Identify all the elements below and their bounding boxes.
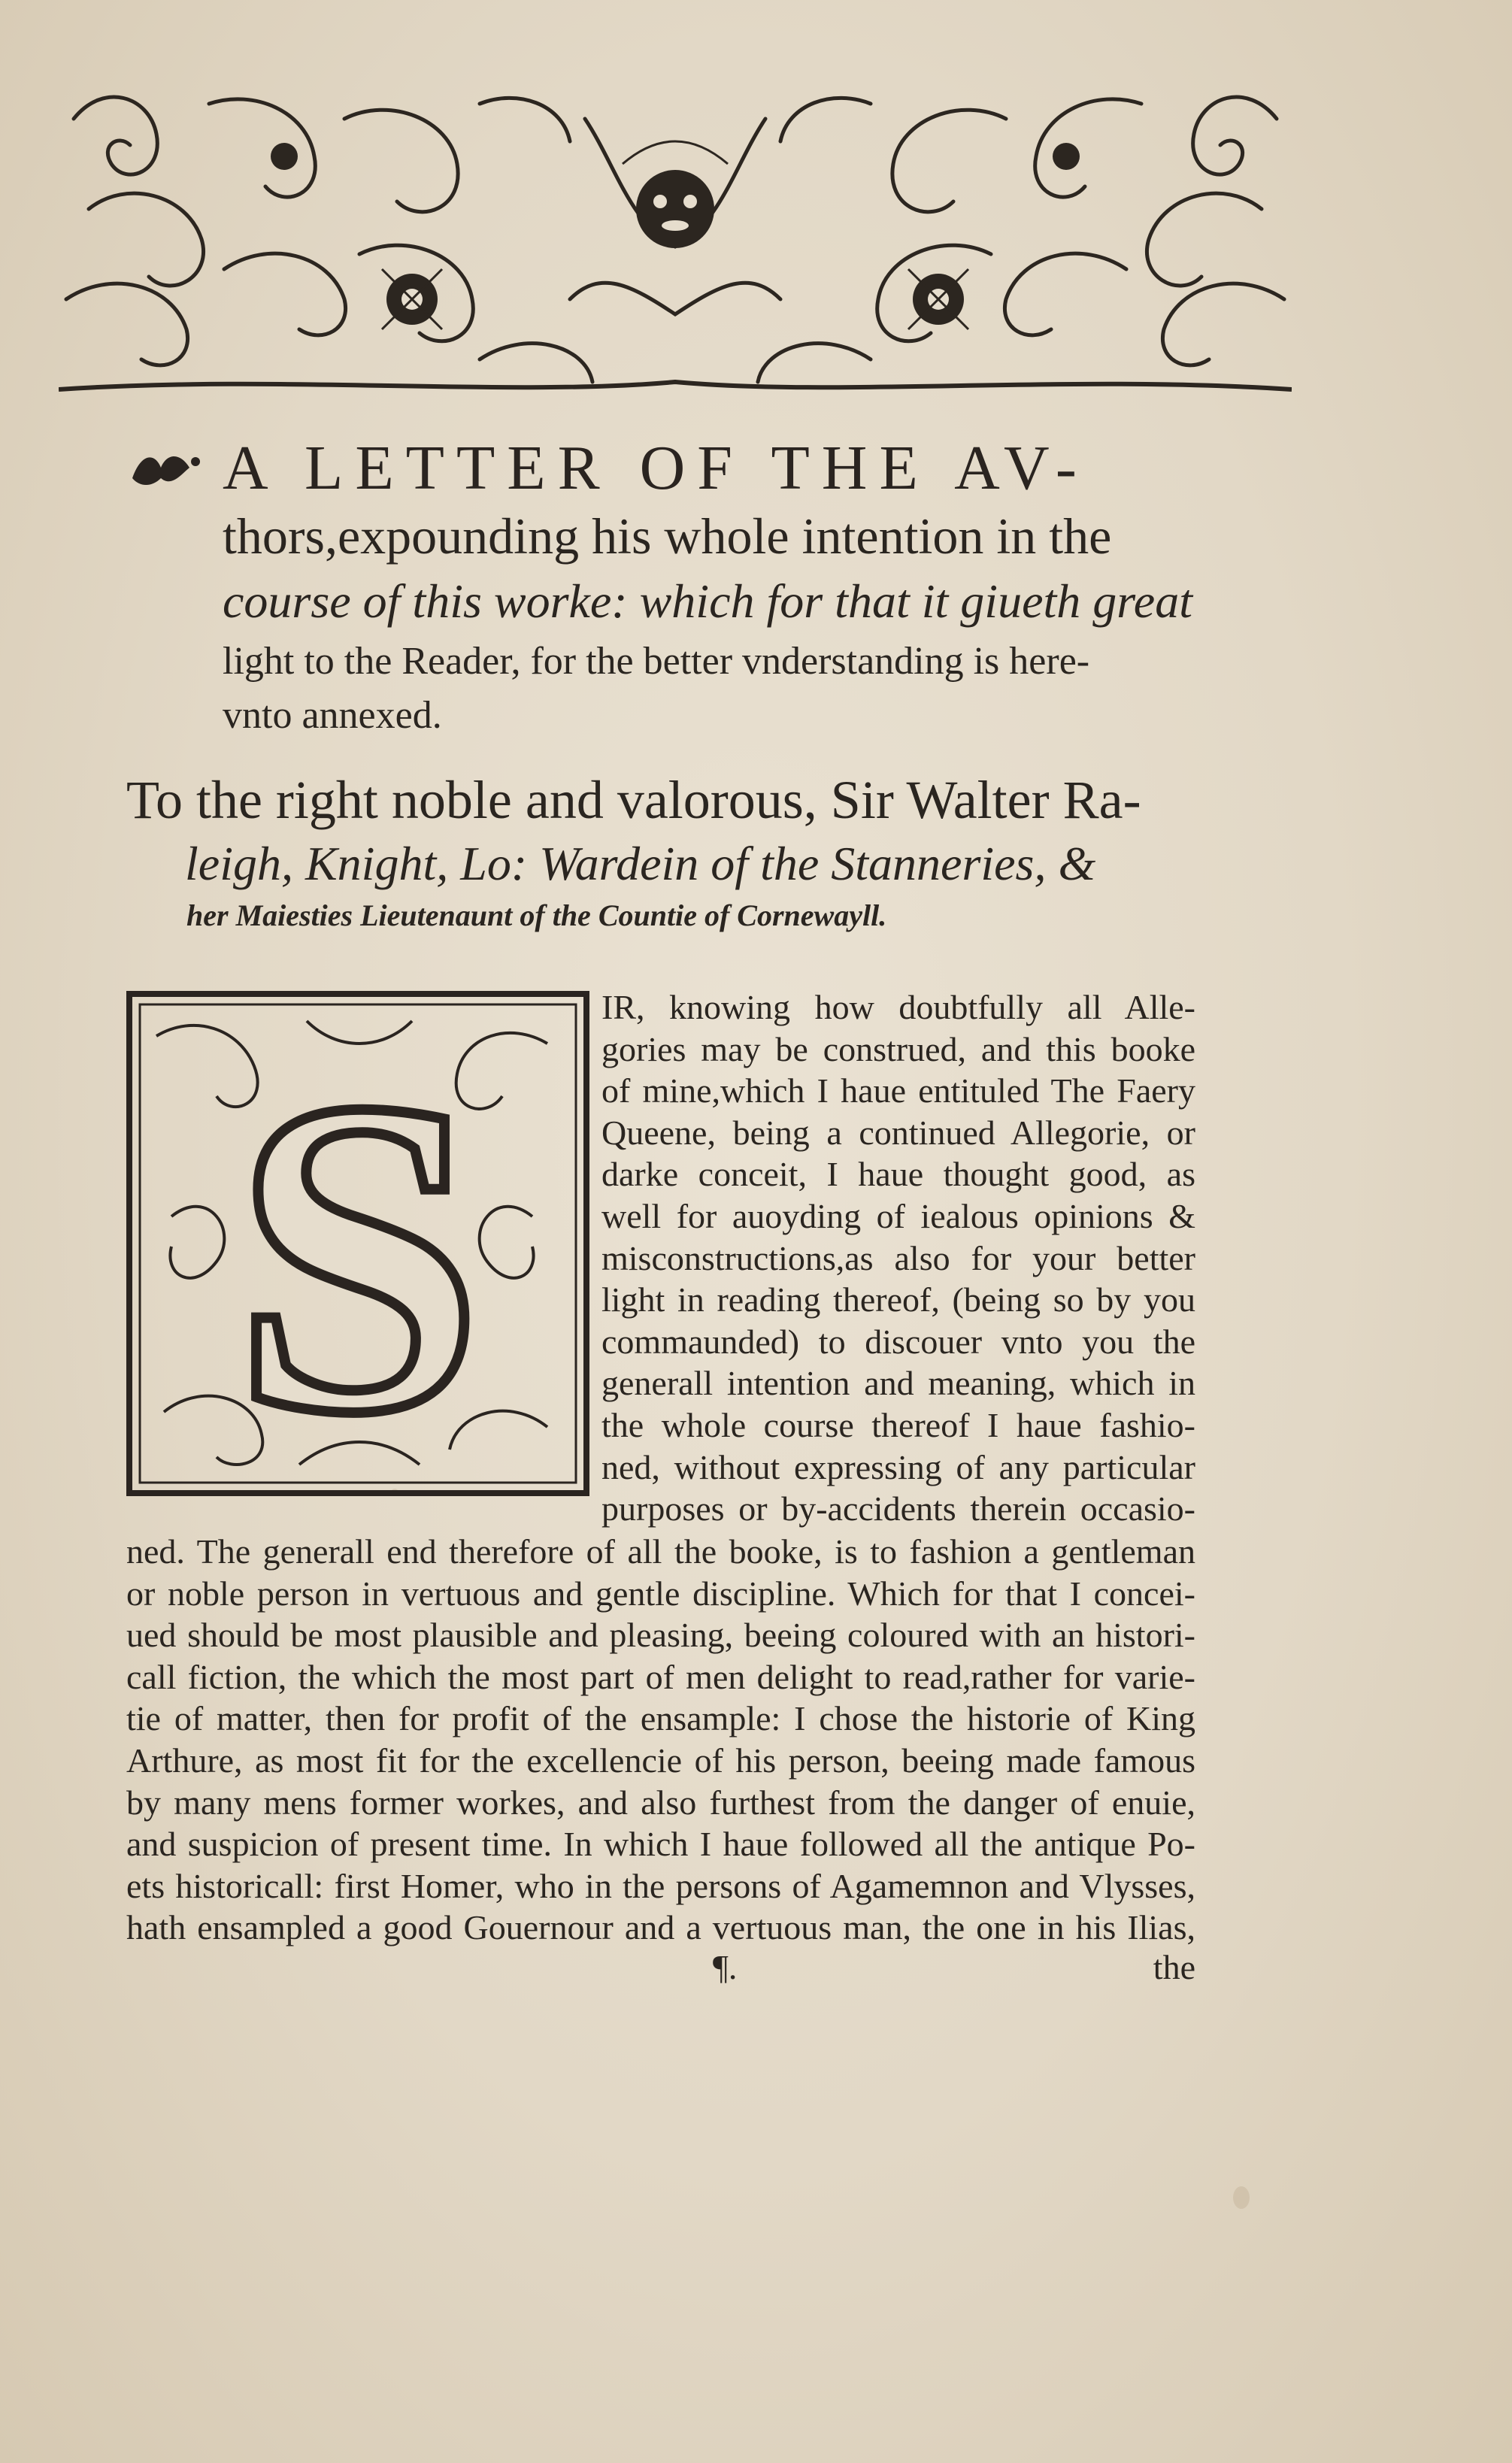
title-line: thors,expounding his whole intention in the: [223, 507, 1112, 565]
text-line: Arthure, as most fit for the excellencie of his person, beeing made famous: [126, 1740, 1195, 1780]
text-line: well for auoyding of iealous opinions &: [601, 1196, 1195, 1235]
text-line: light in reading thereof, (being so by you: [601, 1280, 1195, 1319]
dedication-fragment: Knight, Lo:: [292, 837, 528, 890]
text-line: ned, without expressing of any particular: [601, 1447, 1195, 1486]
text-line: and suspicion of present time. In which I haue followed all the antique Po-: [126, 1825, 1195, 1864]
text-line: or noble person in vertuous and gentle discipline. Which for that I concei-: [126, 1574, 1195, 1613]
title-line: vnto annexed.: [223, 694, 442, 737]
catchword: the: [1153, 1948, 1195, 1986]
dedication-fragment: leigh,: [185, 837, 293, 890]
text-line: IR, knowing how doubtfully all Alle-: [601, 988, 1195, 1026]
column-text: [601, 986, 1195, 1530]
dedication: [126, 767, 1224, 937]
woodcut-headpiece: [59, 74, 1292, 398]
dedication-line: her Maiesties Lieutenaunt of the Countie of Cornewayll.: [186, 898, 887, 932]
decorated-initial: [126, 991, 589, 1496]
text-line: hath ensampled a good Gouernour and a vertuous man, the one in his Ilias,: [126, 1908, 1195, 1947]
title-caps: A LETTER OF THE AV-: [223, 433, 1089, 503]
foxing-spot: [1233, 2186, 1250, 2209]
dedication-fragment: Wardein of the Stanneries, &: [527, 837, 1096, 890]
title-line: light to the Reader, for the better vnderstanding is here-: [223, 640, 1090, 683]
text-line: commaunded) to discouer vnto you the: [601, 1322, 1195, 1361]
page-footer: [126, 1947, 1195, 1992]
text-line: of mine,which I haue entituled The Faery: [601, 1071, 1195, 1110]
text-line: by many mens former workes, and also furthest from the danger of enuie,: [126, 1783, 1195, 1822]
text-line: misconstructions,as also for your better: [601, 1238, 1195, 1277]
fleuron-icon: [126, 445, 201, 490]
text-line: Queene, being a continued Allegorie, or: [601, 1113, 1195, 1152]
text-line: the whole course thereof I haue fashio-: [601, 1405, 1195, 1444]
letter-title: [126, 429, 1224, 743]
body-text: [126, 1531, 1195, 1949]
text-line: tie of matter, then for profit of the ensample: I chose the historie of King: [126, 1699, 1195, 1738]
text-line: call fiction, the which the most part of men delight to read,rather for varie-: [126, 1657, 1195, 1696]
text-line: ets historicall: first Homer, who in the persons of Agamemnon and Vlysses,: [126, 1866, 1195, 1905]
text-line: darke conceit, I haue thought good, as: [601, 1155, 1195, 1194]
text-line: gories may be construed, and this booke: [601, 1029, 1195, 1068]
text-line: ned. The generall end therefore of all the booke, is to fashion a gentleman: [126, 1532, 1195, 1571]
title-line-italic: course of this worke: which for that it giueth great: [223, 574, 1192, 628]
dedication-line: [126, 833, 1224, 895]
text-line: generall intention and meaning, which in: [601, 1364, 1195, 1403]
dedication-line: To the right noble and valorous, Sir Walter Ra-: [126, 770, 1141, 830]
text-line: purposes or by-accidents therein occasio-: [601, 1489, 1195, 1528]
text-line: ued should be most plausible and pleasing, beeing coloured with an histori-: [126, 1616, 1195, 1655]
drop-cap-letter: S: [232, 1006, 483, 1496]
signature-mark: ¶.: [713, 1948, 738, 1986]
